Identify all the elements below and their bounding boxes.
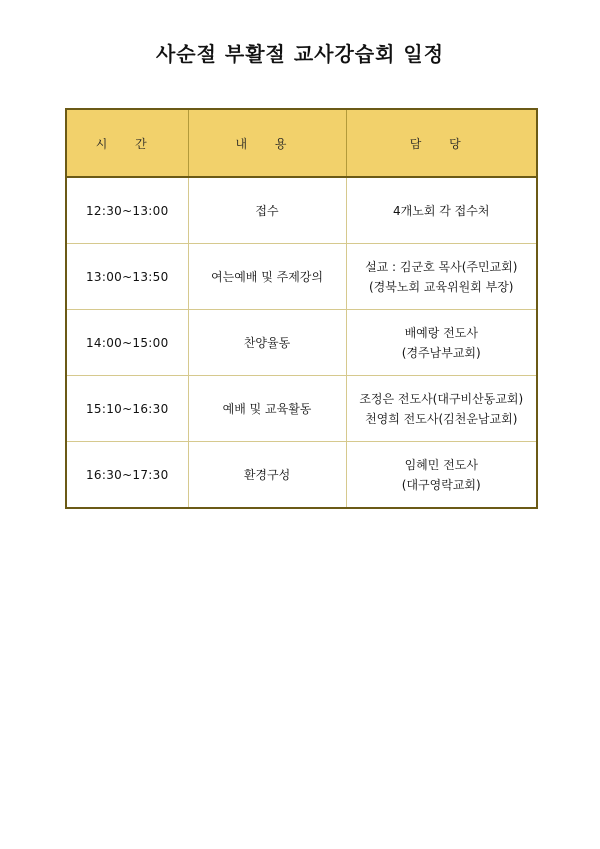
table-row (66, 177, 537, 244)
staff-line: 배예랑 전도사 (404, 325, 478, 340)
row-time: 13:00~13:50 (66, 244, 188, 310)
staff-line: (경북노회 교육위원회 부장) (368, 279, 514, 294)
header-time: 시 간 (66, 109, 188, 177)
staff-line: 천영희 전도사(김천운남교회) (365, 411, 518, 426)
row-content: 환경구성 (188, 442, 346, 509)
header-content: 내 용 (188, 109, 346, 177)
row-content: 예배 및 교육활동 (188, 376, 346, 442)
document-title: 사순절 부활절 교사강습회 일정 (155, 42, 445, 66)
staff-line: 4개노회 각 접수처 (393, 203, 490, 218)
staff-line: (경주남부교회) (401, 345, 481, 360)
table-row (66, 442, 537, 509)
row-content: 접수 (188, 177, 346, 244)
table-header-row (66, 109, 537, 177)
row-time: 12:30~13:00 (66, 177, 188, 244)
row-staff (346, 376, 537, 442)
row-staff (346, 177, 537, 244)
row-content: 찬양율동 (188, 310, 346, 376)
staff-line: 임혜민 전도사 (404, 457, 478, 472)
row-content: 여는예배 및 주제강의 (188, 244, 346, 310)
staff-line: (대구영락교회) (401, 477, 481, 492)
row-time: 15:10~16:30 (66, 376, 188, 442)
schedule-table (65, 108, 538, 509)
staff-line: 조정은 전도사(대구비산동교회) (359, 391, 524, 406)
row-staff (346, 442, 537, 509)
row-time: 16:30~17:30 (66, 442, 188, 509)
table-row (66, 310, 537, 376)
staff-line: 설교 : 김군호 목사(주민교회) (365, 259, 518, 274)
table-row (66, 244, 537, 310)
row-staff (346, 244, 537, 310)
header-staff: 담 당 (346, 109, 537, 177)
row-time: 14:00~15:00 (66, 310, 188, 376)
row-staff (346, 310, 537, 376)
table-row (66, 376, 537, 442)
